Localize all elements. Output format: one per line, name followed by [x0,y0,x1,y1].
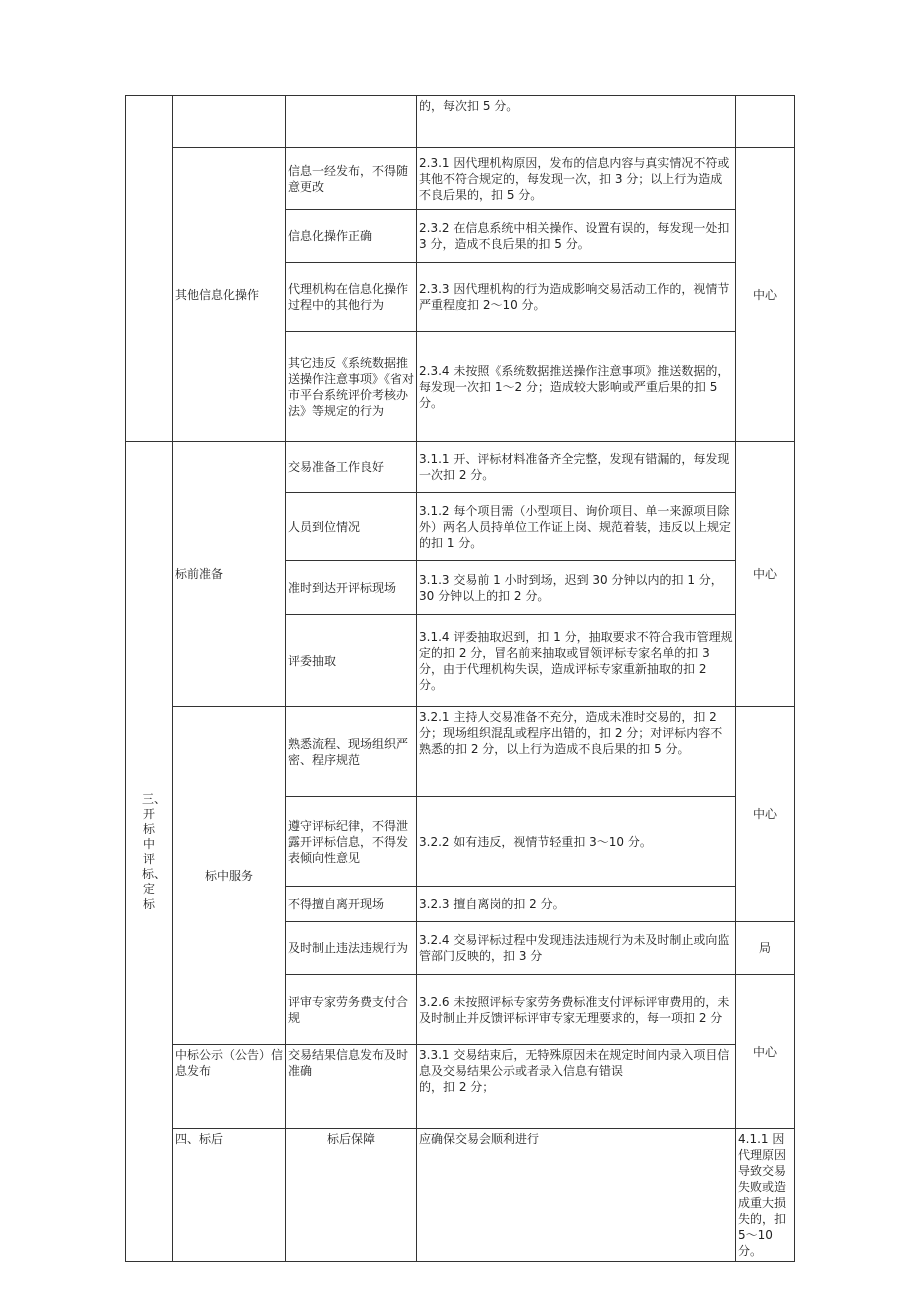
category-cell: 标中服务 [173,707,286,1045]
item-cell: 评委抽取 [286,615,417,707]
table-row [126,442,795,493]
stage-cell: 四、标后 [173,1129,286,1262]
detail-cell: 3.1.2 每个项目需（小型项目、询价项目、单一来源项目除外）两名人员持单位工作证上岗、规范着装，违反以上规定的扣 1 分。 [417,493,736,561]
detail-cell: 2.3.2 在信息系统中相关操作、设置有误的，每发现一处扣 3 分，造成不良后果的扣 5 分。 [417,210,736,263]
table-row [126,96,795,148]
detail-cell: 3.1.4 评委抽取迟到，扣 1 分，抽取要求不符合我市管理规定的扣 2 分，冒名前来抽取或冒领评标专家名单的扣 3 分，由于代理机构失误，造成评标专家重新抽取的扣 2 分。 [417,615,736,707]
detail-cell: 2.3.3 因代理机构的行为造成影响交易活动工作的，视情节严重程度扣 2～10 分。 [417,263,736,332]
detail-cell: 3.2.1 主持人交易准备不充分，造成未准时交易的，扣 2 分；现场组织混乱或程序出错的，扣 2 分；对评标内容不熟悉的扣 2 分，以上行为造成不良后果的扣 5 分。 [417,707,736,797]
stage-label: 三、开标中评标、定标 [142,791,167,911]
evaluation-table [125,95,795,1262]
detail-cell: 4.1.1 因代理原因导致交易失败或造成重大损失的，扣 5～10 分。 [736,1129,795,1262]
category-cell: 中标公示（公告）信息发布 [173,1045,286,1129]
item-cell: 信息一经发布，不得随意更改 [286,148,417,210]
detail-cell: 3.2.4 交易评标过程中发现违法违规行为未及时制止或向监管部门反映的，扣 3 分 [417,922,736,975]
table-row [126,707,795,797]
dept-cell: 中心 [736,442,795,707]
stage-cell [126,442,173,1262]
item-cell: 不得擅自离开现场 [286,887,417,922]
item-cell: 代理机构在信息化操作过程中的其他行为 [286,263,417,332]
item-cell: 遵守评标纪律，不得泄露开评标信息，不得发表倾向性意见 [286,797,417,887]
table-row [126,1045,795,1129]
item-cell: 信息化操作正确 [286,210,417,263]
item-cell: 评审专家劳务费支付合规 [286,975,417,1045]
detail-cell: 3.2.2 如有违反，视情节轻重扣 3～10 分。 [417,797,736,887]
dept-cell: 中心 [736,707,795,922]
item-cell: 应确保交易会顺利进行 [417,1129,736,1262]
detail-cell: 3.1.1 开、评标材料准备齐全完整，发现有错漏的，每发现一次扣 2 分。 [417,442,736,493]
detail-cell: 3.2.3 擅自离岗的扣 2 分。 [417,887,736,922]
stage-cell-empty [126,96,173,442]
item-cell: 交易结果信息发布及时准确 [286,1045,417,1129]
item-cell: 熟悉流程、现场组织严密、程序规范 [286,707,417,797]
detail-cell: 3.2.6 未按照评标专家劳务费标准支付评标评审费用的，未及时制止并反馈评标评审专家无理要求的，每一项扣 2 分 [417,975,736,1045]
item-cell: 及时制止违法违规行为 [286,922,417,975]
dept-cell: 局 [736,922,795,975]
detail-cell: 2.3.4 未按照《系统数据推送操作注意事项》推送数据的，每发现一次扣 1～2 分；造成较大影响或严重后果的扣 5 分。 [417,332,736,442]
table-row [126,1129,795,1262]
category-cell: 其他信息化操作 [173,148,286,442]
item-cell: 其它违反《系统数据推送操作注意事项》《省对市平台系统评价考核办法》等规定的行为 [286,332,417,442]
dept-cell: 中心 [736,975,795,1129]
item-cell: 准时到达开评标现场 [286,561,417,615]
category-cell: 标前准备 [173,442,286,707]
detail-cell: 的，每次扣 5 分。 [417,96,736,148]
dept-cell: 中心 [736,148,795,442]
detail-line: 的，扣 2 分； [419,1080,495,1094]
detail-line: 3.3.1 交易结束后，无特殊原因未在规定时间内录入项目信息及交易结果公示或者录入信息有错误 [419,1048,730,1078]
detail-cell: 2.3.1 因代理机构原因，发布的信息内容与真实情况不符或其他不符合规定的，每发现一次，扣 3 分；以上行为造成不良后果的，扣 5 分。 [417,148,736,210]
item-cell: 人员到位情况 [286,493,417,561]
detail-cell: 3.1.3 交易前 1 小时到场，迟到 30 分钟以内的扣 1 分，30 分钟以上的扣 2 分。 [417,561,736,615]
detail-cell [417,1045,736,1129]
category-cell: 标后保障 [286,1129,417,1262]
item-cell: 交易准备工作良好 [286,442,417,493]
table-row [126,148,795,210]
